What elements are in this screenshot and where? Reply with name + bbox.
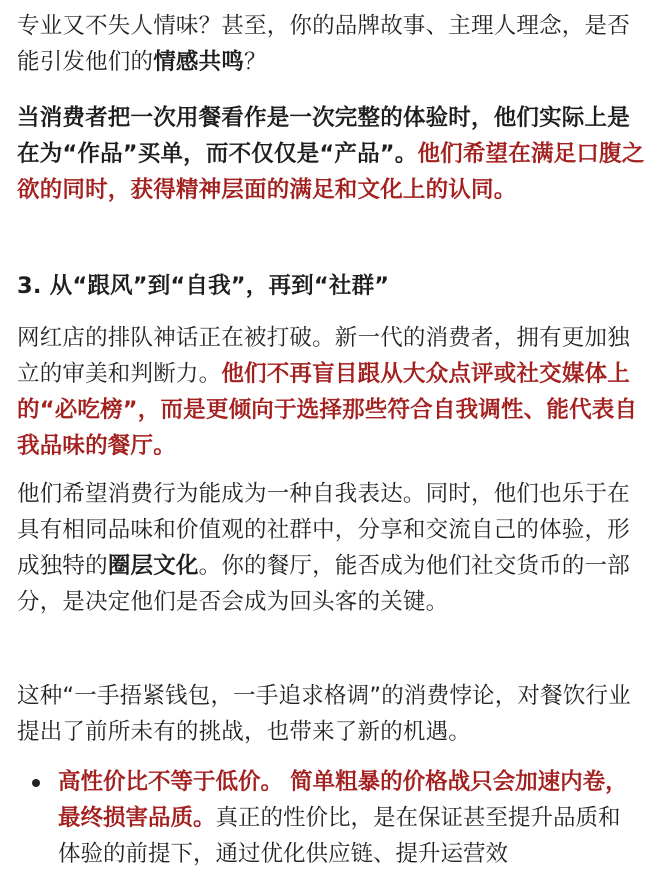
paragraph-consumption-paradox: 这种“一手捂紧钱包，一手追求格调”的消费悖论，对餐饮行业提出了前所未有的挑战，也带来了新的机遇。 [17,683,631,745]
paragraph-self-expression [17,476,647,620]
paragraph-experience [17,100,647,208]
list-item [30,764,642,872]
text: ？ [244,49,267,75]
red-highlight-price-war: 简单粗暴的价格战只会加速内卷，最终损害品质。 [58,769,628,831]
paragraph-emotional-resonance [17,8,647,80]
bullet-dot-icon [32,779,40,787]
text: 真正的性价比，是在保证甚至提升品质和体验的前提下，通过优化供应链、提升运营效 [58,805,621,867]
text: 专业又不失人情味？甚至，你的品牌故事、主理人理念，是否能引发他们的 [17,13,630,75]
red-highlight-value: 高性价比不等于低价。 [58,769,284,795]
text: 。你的餐厅，能否成为他们社交货币的一部分，是决定他们是否会成为回头客的关键。 [17,553,630,615]
paragraph-influencer-myth [17,320,647,464]
bold-experience-statement: 当消费者把一次用餐看作是一次完整的体验时，他们实际上是在为“作品”买单，而不仅仅是“产品”。 [17,105,630,167]
section-heading-3: 3. 从“跟风”到“自我”，再到“社群” [17,273,390,299]
bold-circle-culture: 圈层文化 [107,553,199,579]
red-highlight-spiritual: 他们希望在满足口腹之欲的同时，获得精神层面的满足和文化上的认同。 [17,141,645,203]
text: 网红店的排队神话正在被打破。新一代的消费者，拥有更加独立的审美和判断力。 [17,325,630,387]
bullet-list [30,764,642,872]
bold-emotional-resonance: 情感共鸣 [153,49,245,75]
red-highlight-self-taste: 他们不再盲目跟从大众点评或社交媒体上的“必吃榜”，而是更倾向于选择那些符合自我调性、能代表自我品味的餐厅。 [17,361,638,459]
text: 他们希望消费行为能成为一种自我表达。同时，他们也乐于在具有相同品味和价值观的社群中，分享和交流自己的体验，形成独特的 [17,481,630,579]
